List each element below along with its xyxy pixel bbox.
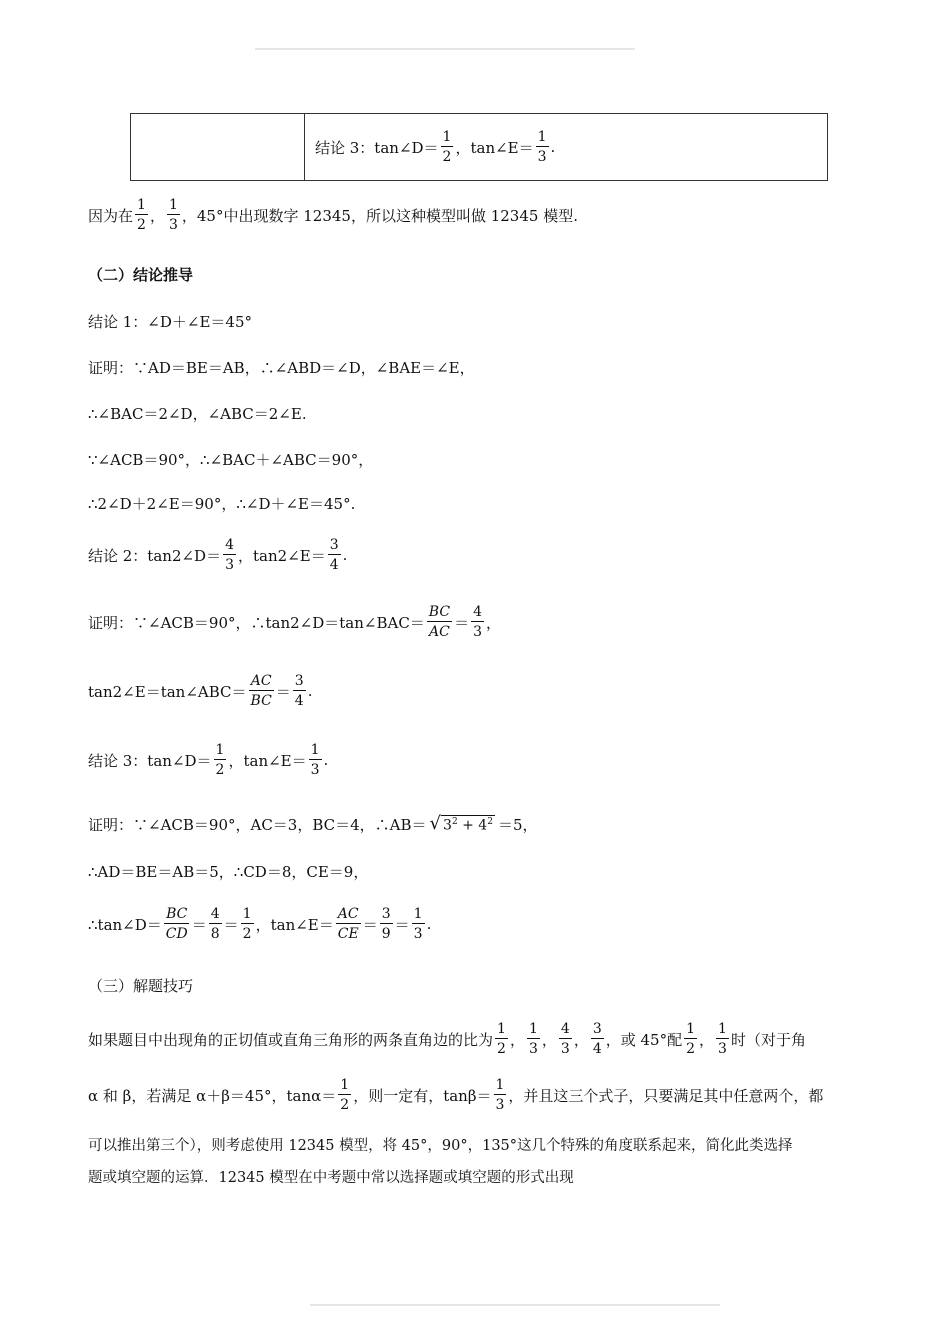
fraction: $\frac{BC}{CD}$ — [165, 906, 188, 942]
summary-table — [130, 113, 828, 181]
table-conclusion-cell: 结论 3：tan∠D＝ $\frac{1}{2}$ ，tan∠E＝ $\frac{1}{3}$ . — [315, 129, 556, 165]
tips-line: 题或填空题的运算．12345 模型在中考题中常以选择题或填空题的形式出现 — [88, 1170, 574, 1186]
conclusion-3-title: 结论 3：tan∠D＝ $\frac{1}{2}$ ，tan∠E＝ $\frac{1}{3}$ . — [88, 742, 329, 778]
proof-line: tan2∠E＝tan∠ABC＝ $\frac{AC}{BC}$ ＝ $\frac{3}{4}$ . — [88, 673, 313, 709]
proof-line: 证明：∵∠ACB＝90°，AC＝3，BC＝4，∴AB＝ √ $3^2 + 4^2$ ＝5， — [88, 813, 538, 835]
square-root: √ $3^2 + 4^2$ — [429, 813, 493, 835]
fraction: $\frac{1}{3}$ — [310, 742, 320, 778]
fraction: $\frac{1}{2}$ — [215, 742, 225, 778]
fraction: $\frac{1}{3}$ — [495, 1077, 505, 1113]
proof-line: ∴tan∠D＝ $\frac{BC}{CD}$ ＝ $\frac{4}{8}$ ＝ $\frac{1}{2}$ ，tan∠E＝ $\frac{AC}{CE}$ ＝ $\frac{3}{9}$ ＝ $\frac{1}{3}$ . — [88, 906, 432, 942]
proof-line: 证明：∵∠ACB＝90°，∴tan2∠D＝tan∠BAC＝ $\frac{BC}{AC}$ ＝ $\frac{4}{3}$ ， — [88, 604, 502, 640]
tips-line: α 和 β，若满足 α＋β＝45°，tanα＝ $\frac{1}{2}$ ，则一定有，tanβ＝ $\frac{1}{3}$ ，并且这三个式子，只要满足其中任意两个，都 — [88, 1077, 824, 1113]
conclusion-1-title: 结论 1：∠D＋∠E＝45° — [88, 313, 253, 331]
fraction: $\frac{1}{2}$ — [340, 1077, 350, 1113]
fraction: $\frac{1}{2}$ — [686, 1021, 696, 1057]
fraction: $\frac{3}{9}$ — [381, 906, 391, 942]
table-empty-cell — [131, 114, 305, 180]
section-2-title: （二）结论推导 — [88, 266, 194, 284]
fraction: $\frac{3}{4}$ — [329, 537, 339, 573]
fraction: $\frac{1}{3}$ — [528, 1021, 538, 1057]
tips-line: 如果题目中出现角的正切值或直角三角形的两条直角边的比为 $\frac{1}{2}$ ， $\frac{1}{3}$ ， $\frac{4}{3}$ ， $\frac{3}{4}$ ，或 45°配 $\frac{1}{2}$ ， $\frac{1}{3}$ 时（对于角 — [88, 1021, 806, 1057]
fraction: $\frac{AC}{CE}$ — [337, 906, 359, 942]
footer-watermark — [310, 1304, 720, 1306]
fraction: $\frac{1}{2}$ — [242, 906, 252, 942]
fraction: $\frac{1}{3}$ — [413, 906, 423, 942]
tips-line: 可以推出第三个），则考虑使用 12345 模型，将 45°，90°，135°这几个特殊的角度联系起来，简化此类选择 — [88, 1138, 793, 1154]
fraction: $\frac{4}{3}$ — [225, 537, 235, 573]
proof-line: ∴2∠D＋2∠E＝90°，∴∠D＋∠E＝45°. — [88, 495, 356, 513]
fraction: $\frac{3}{4}$ — [294, 673, 304, 709]
conclusion-2-title: 结论 2：tan2∠D＝ $\frac{4}{3}$ ，tan2∠E＝ $\frac{3}{4}$ . — [88, 537, 348, 573]
proof-line: 证明：∵AD＝BE＝AB，∴∠ABD＝∠D，∠BAE＝∠E， — [88, 359, 475, 377]
fraction: $\frac{1}{3}$ — [718, 1021, 727, 1057]
section-3-title: （三）解题技巧 — [88, 977, 194, 995]
proof-line: ∴AD＝BE＝AB＝5，∴CD＝8，CE＝9， — [88, 863, 369, 881]
fraction: $\frac{AC}{BC}$ — [250, 673, 272, 709]
header-watermark — [255, 48, 635, 50]
fraction: $\frac{1}{2}$ — [137, 197, 146, 233]
fraction: $\frac{4}{3}$ — [473, 604, 482, 640]
proof-line: ∴∠BAC＝2∠D，∠ABC＝2∠E. — [88, 405, 307, 423]
fraction: $\frac{1}{3}$ — [168, 197, 178, 233]
fraction: $\frac{3}{4}$ — [592, 1021, 602, 1057]
fraction: $\frac{4}{3}$ — [560, 1021, 570, 1057]
table-fraction: $\frac{1}{2}$ — [442, 129, 452, 165]
proof-line: ∵∠ACB＝90°，∴∠BAC＋∠ABC＝90°， — [88, 451, 374, 469]
fraction: $\frac{1}{2}$ — [497, 1021, 506, 1057]
fraction: $\frac{4}{8}$ — [210, 906, 220, 942]
fraction: $\frac{BC}{AC}$ — [428, 604, 451, 640]
table-text: 结论 3：tan∠D＝ — [315, 138, 439, 157]
intro-line: 因为在 $\frac{1}{2}$ ， $\frac{1}{3}$ ，45°中出现数字 12345，所以这种模型叫做 12345 模型. — [88, 197, 578, 233]
table-fraction: $\frac{1}{3}$ — [537, 129, 547, 165]
